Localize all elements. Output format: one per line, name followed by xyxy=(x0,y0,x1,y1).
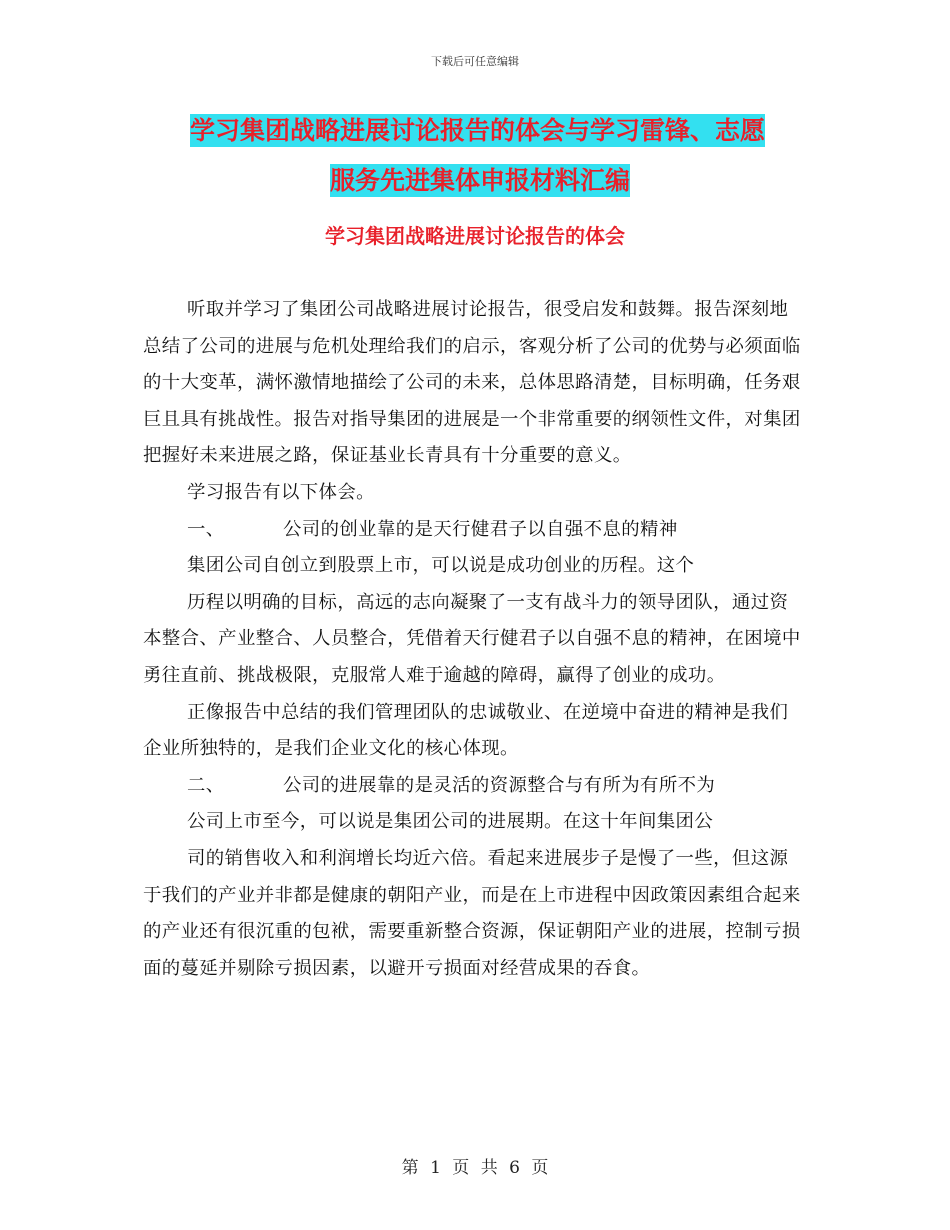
heading-1-text: 公司的创业靠的是天行健君子以自强不息的精神 xyxy=(283,518,678,540)
header-note: 下载后可任意编辑 xyxy=(431,55,519,68)
paragraph-2: 学习报告有以下体会。 xyxy=(187,481,375,503)
body-text xyxy=(143,292,803,987)
document-title xyxy=(190,106,810,206)
paragraph-4: 正像报告中总结的我们管理团队的忠诚敬业、在逆境中奋进的精神是我们企业所独特的，是我们企业文化的核心体现。 xyxy=(143,701,789,760)
title-line-1: 学习集团战略进展讨论报告的体会与学习雷锋、志愿 xyxy=(190,116,766,145)
paragraph-3-first-line: 集团公司自创立到股票上市，可以说是成功创业的历程。这个 xyxy=(187,555,695,577)
paragraph-5-first-line: 公司上市至今，可以说是集团公司的进展期。在这十年间集团公 xyxy=(187,811,714,833)
heading-2 xyxy=(143,768,803,805)
page-number-footer: 第 1 页 共 6 页 xyxy=(401,1158,549,1178)
heading-2-number: 二、 xyxy=(187,774,225,796)
title-line-2: 服务先进集体申报材料汇编 xyxy=(329,166,630,195)
paragraph-3-rest: 历程以明确的目标，高远的志向凝聚了一支有战斗力的领导团队，通过资本整合、产业整合、人员整合，凭借着天行健君子以自强不息的精神，在困境中勇往直前、挑战极限，克服常人难于逾越的障碍，赢得了创业的成功。 xyxy=(143,591,801,686)
paragraph-5-rest: 司的销售收入和利润增长均近六倍。看起来进展步子是慢了一些，但这源于我们的产业并非都是健康的朝阳产业，而是在上市进程中因政策因素组合起来的产业还有很沉重的包袱，需要重新整合资源，保证朝阳产业的进展，控制亏损面的蔓延并剔除亏损因素，以避开亏损面对经营成果的吞食。 xyxy=(143,847,801,979)
section-title: 学习集团战略进展讨论报告的体会 xyxy=(325,224,625,248)
paragraph-1: 听取并学习了集团公司战略进展讨论报告，很受启发和鼓舞。报告深刻地总结了公司的进展与危机处理给我们的启示，客观分析了公司的优势与必须面临的十大变革，满怀激情地描绘了公司的未来，总体思路清楚，目标明确，任务艰巨且具有挑战性。报告对指导集团的进展是一个非常重要的纲领性文件，对集团把握好未来进展之路，保证基业长青具有十分重要的意义。 xyxy=(143,299,801,467)
heading-1-number: 一、 xyxy=(187,518,225,540)
heading-1 xyxy=(143,512,803,549)
heading-2-text: 公司的进展靠的是灵活的资源整合与有所为有所不为 xyxy=(283,774,716,796)
